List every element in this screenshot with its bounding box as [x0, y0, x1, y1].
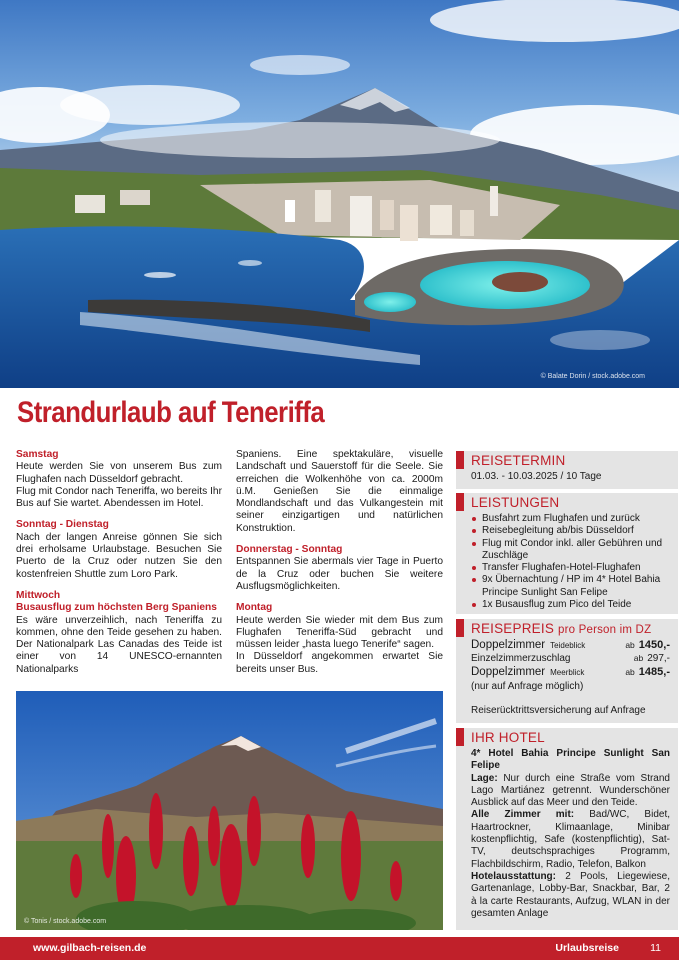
- itinerary-day-donnerstag-sonntag: [236, 544, 443, 593]
- leistungen-item: Transfer Flughafen-Hotel-Flughafen: [471, 562, 670, 574]
- leistungen-header: [456, 493, 678, 511]
- hotel-ausstattung: [471, 871, 670, 920]
- leistungen-title: LEISTUNGEN: [471, 494, 560, 510]
- reisepreis-header: [456, 619, 678, 637]
- leistungen-item: Busfahrt zum Flughafen und zurück: [471, 513, 670, 525]
- hotel-name: 4* Hotel Bahia Principe Sunlight San Felipe: [471, 748, 670, 772]
- price-prefix: ab: [633, 653, 644, 664]
- price-row-doppelzimmer-teideblick: [471, 639, 670, 652]
- day-text: Entspannen Sie abermals vier Tage in Puerto de la Cruz oder buchen Sie weitere Ausflugsmöglichkeiten.: [236, 556, 443, 592]
- price-prefix: ab: [625, 666, 635, 677]
- day-heading: Donnerstag - Sonntag: [236, 544, 343, 556]
- reisetermin-date: 01.03. - 10.03.2025 / 10 Tage: [471, 471, 602, 482]
- hero-photo: [0, 0, 679, 388]
- price-note: (nur auf Anfrage möglich): [471, 680, 584, 692]
- leistungen-list: [471, 513, 670, 611]
- price-label: Doppelzimmer: [471, 665, 546, 678]
- hotel-ausstattung-text: 2 Pools, Liegewiese, Gartenanlage, Lobby-Bar, Snackbar, Bar, 2 à la carte Restaurants, Aufzug, WLAN in der gesamten Anlage: [471, 870, 670, 919]
- hotel-ausstattung-label: Hotelausstattung:: [471, 870, 556, 882]
- day-text: Flug mit Condor nach Teneriffa, wo bereits Ihr Bus auf Sie wartet. Abendessen im Hotel.: [16, 485, 222, 510]
- leistungen-item: 9x Übernachtung / HP im 4* Hotel Bahia Principe Sunlight San Felipe: [471, 574, 670, 599]
- hotel-lage-label: Lage:: [471, 772, 498, 784]
- coastline-illustration: [0, 0, 679, 388]
- reisepreis-title: [471, 621, 651, 636]
- section-marker: [456, 493, 464, 511]
- price-label: Einzelzimmerzuschlag: [471, 653, 571, 665]
- day-heading: Mittwoch: [16, 589, 61, 601]
- day-text: In Düsseldorf angekommen erwartet Sie bereits unser Bus.: [236, 651, 443, 675]
- price-prefix: ab: [625, 640, 635, 650]
- price-extra: Meerblick: [550, 667, 585, 677]
- itinerary-column-right: [236, 449, 443, 685]
- hotel-box: [456, 728, 678, 930]
- itinerary-day-mittwoch-continued: [236, 449, 443, 535]
- teide-photo-credit: © Tonis / stock.adobe.com: [24, 918, 107, 925]
- reisepreis-title-main: REISEPREIS: [471, 620, 555, 636]
- price-row-doppelzimmer-meerblick: [471, 666, 670, 679]
- day-text: Heute werden Sie von unserem Bus zum Flughafen nach Düsseldorf gebracht.: [16, 461, 222, 485]
- insurance-note: Reiserücktrittsversicherung auf Anfrage: [471, 705, 646, 717]
- page-number: 11: [650, 942, 661, 954]
- day-heading: Sonntag - Dienstag: [16, 519, 109, 531]
- leistungen-box: [456, 493, 678, 614]
- price-value: 1485,-: [638, 665, 670, 678]
- hotel-zimmer: [471, 809, 670, 870]
- leistungen-item: Reisebegleitung ab/bis Düsseldorf: [471, 525, 670, 537]
- teide-photo: [16, 691, 443, 930]
- day-text: Spaniens. Eine spektakuläre, visuelle Landschaft und Sauerstoff für die Seele. Sie erreichen die Wolkenhöhe von ca. 2000m ü.M. Genießen Sie die einmalige Mondlandschaft und das Vulkangestein mit seiner einzigartigen und natürlichen Konstruktion.: [236, 449, 443, 534]
- itinerary-day-samstag: [16, 449, 222, 510]
- teide-illustration: [16, 691, 443, 930]
- price-value: 1450,-: [638, 639, 670, 651]
- hotel-zimmer-label: Alle Zimmer mit:: [471, 809, 575, 821]
- hero-photo-credit: © Balate Dorin / stock.adobe.com: [540, 373, 645, 380]
- itinerary-column-left: [16, 449, 222, 685]
- page-title: Strandurlaub auf Teneriffa: [17, 396, 325, 429]
- reisetermin-content: [456, 469, 678, 489]
- hotel-header: [456, 728, 678, 746]
- hotel-lage: [471, 773, 670, 810]
- reisetermin-header: [456, 451, 678, 469]
- leistungen-item: 1x Busausflug zum Pico del Teide: [471, 599, 670, 611]
- day-text: Es wäre unverzeihlich, nach Teneriffa zu kommen, ohne den Teide gesehen zu haben. Der Nationalpark Las Canadas des Teide ist einer von 14 UNESCO-ernannten Nationalparks: [16, 614, 222, 675]
- reisepreis-content: [456, 637, 678, 723]
- footer-bar: [0, 937, 679, 960]
- section-marker: [456, 451, 464, 469]
- leistungen-item: Flug mit Condor inkl. aller Gebühren und Zuschläge: [471, 538, 670, 563]
- section-marker: [456, 619, 464, 637]
- day-heading: Samstag: [16, 449, 59, 460]
- hotel-title: IHR HOTEL: [471, 729, 545, 745]
- day-subheading: Busausflug zum höchsten Berg Spaniens: [16, 602, 217, 614]
- itinerary-day-sonntag-dienstag: [16, 519, 222, 580]
- footer-website-link[interactable]: www.gilbach-reisen.de: [33, 942, 147, 954]
- reisepreis-title-sub: pro Person im DZ: [557, 623, 652, 636]
- day-heading: Montag: [236, 602, 273, 614]
- price-row-einzelzimmerzuschlag: [471, 652, 670, 665]
- itinerary-day-montag: [236, 602, 443, 676]
- price-label: Doppelzimmer: [471, 639, 546, 651]
- hotel-content: [456, 746, 678, 926]
- price-value: 297,-: [647, 653, 670, 665]
- reisepreis-box: [456, 619, 678, 723]
- footer-section-label: Urlaubsreise: [555, 942, 619, 954]
- reisetermin-box: [456, 451, 678, 489]
- price-extra: Teideblick: [550, 641, 586, 650]
- hotel-lage-text: Nur durch eine Straße vom Strand Lago Martiánez getrennt. Wunderschöner Ausblick auf das Meer und den Teide.: [471, 772, 670, 809]
- hotel-zimmer-text: Bad/WC, Bidet, Haartrockner, Klimaanlage, Minibar kostenpflichtig, Safe (kostenpflichtig), Sat-TV, deutschsprachiges Programm, Flachbildschirm, Radio, Telefon, Balkon: [471, 809, 670, 870]
- itinerary-day-mittwoch: [16, 590, 222, 676]
- leistungen-content: [456, 511, 678, 617]
- day-text: Heute werden Sie wieder mit dem Bus zum Flughafen Teneriffa-Süd gebracht und müssen leider „hasta luego Tenerife“ sagen.: [236, 614, 443, 651]
- reisetermin-title: REISETERMIN: [471, 452, 566, 468]
- section-marker: [456, 728, 464, 746]
- day-text: Nach der langen Anreise gönnen Sie sich drei erholsame Urlaubstage. Besuchen Sie Puerto de la Cruz oder nutzen Sie den kostenfreien Shuttle zum Loro Park.: [16, 531, 222, 580]
